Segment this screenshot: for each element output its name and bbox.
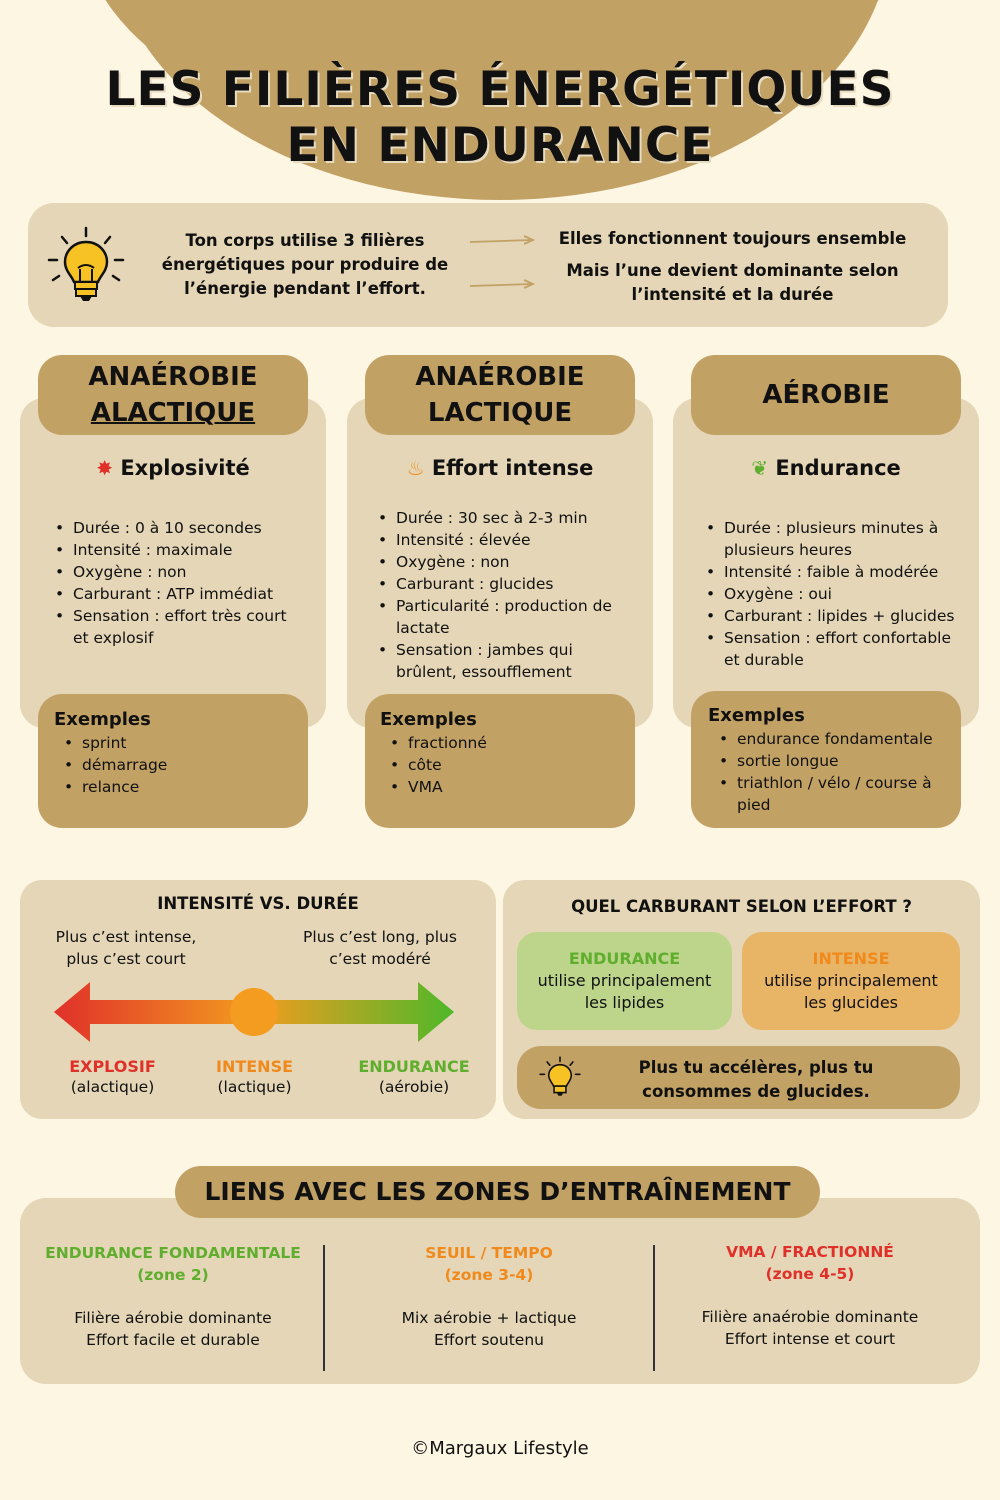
zone-desc-2: Effort soutenu bbox=[434, 1331, 544, 1349]
list-item: • Durée : 30 sec à 2-3 min bbox=[378, 507, 638, 529]
card-head-aerobie bbox=[691, 355, 961, 435]
leaf-icon: ❦ bbox=[751, 456, 768, 480]
card-head-line-1: AÉROBIE bbox=[762, 380, 890, 410]
examples-title: Exemples bbox=[54, 709, 151, 730]
list-item: • Intensité : faible à modérée bbox=[706, 561, 968, 583]
list-item: • sortie longue bbox=[719, 750, 951, 772]
card-head-line-2: ALACTIQUE bbox=[90, 398, 256, 428]
lightbulb-icon bbox=[538, 1055, 582, 1099]
fuel-box-endurance bbox=[517, 932, 732, 1030]
card-head-line-1: ANAÉROBIE bbox=[88, 362, 258, 392]
subtitle-text: Effort intense bbox=[431, 456, 594, 480]
zone-range: (zone 2) bbox=[137, 1266, 209, 1284]
fuel-title: QUEL CARBURANT SELON L’EFFORT ? bbox=[571, 897, 912, 916]
bullet-list-lactique bbox=[378, 507, 638, 683]
list-item: • Oxygène : non bbox=[55, 561, 305, 583]
examples-list-alactique bbox=[64, 732, 294, 798]
arrow-right-icon bbox=[468, 277, 538, 293]
zone-endurance bbox=[30, 1242, 316, 1351]
footer-credit: ©Margaux Lifestyle bbox=[411, 1438, 589, 1459]
label-intense bbox=[192, 1057, 317, 1098]
intro-note-1: Elles fonctionnent toujours ensemble bbox=[558, 229, 907, 248]
zone-name: SEUIL / TEMPO bbox=[425, 1244, 553, 1262]
zone-desc-1: Filière aérobie dominante bbox=[74, 1309, 272, 1327]
explosion-icon: ✸ bbox=[96, 456, 114, 480]
label-explosif bbox=[50, 1057, 175, 1098]
arrow-right-icon bbox=[468, 233, 538, 249]
title-line-1: LES FILIÈRES ÉNERGÉTIQUES bbox=[105, 62, 895, 117]
list-item: • Sensation : effort confortable et durable bbox=[706, 627, 968, 671]
intro-note-2: Mais l’une devient dominante selon l’intensité et la durée bbox=[566, 261, 899, 304]
zone-desc-1: Mix aérobie + lactique bbox=[401, 1309, 577, 1327]
fuel-text: utilise principalement les glucides bbox=[764, 971, 938, 1012]
zone-range: (zone 3-4) bbox=[444, 1266, 534, 1284]
label-name: EXPLOSIF bbox=[69, 1057, 156, 1076]
list-item: • Oxygène : oui bbox=[706, 583, 968, 605]
list-item: • Carburant : lipides + glucides bbox=[706, 605, 968, 627]
list-item: • Durée : plusieurs minutes à plusieurs heures bbox=[706, 517, 968, 561]
label-sub: (aérobie) bbox=[378, 1078, 450, 1096]
title-line-2: EN ENDURANCE bbox=[286, 118, 714, 173]
list-item: • côte bbox=[390, 754, 620, 776]
zone-seuil bbox=[338, 1242, 640, 1351]
list-item: • fractionné bbox=[390, 732, 620, 754]
card-subtitle-lactique bbox=[347, 456, 653, 480]
bullet-list-aerobie bbox=[706, 517, 968, 671]
label-name: ENDURANCE bbox=[358, 1057, 470, 1076]
list-item: • Sensation : effort très court et explosif bbox=[55, 605, 305, 649]
zone-desc-2: Effort intense et court bbox=[724, 1330, 896, 1348]
fuel-label: INTENSE bbox=[812, 949, 890, 968]
intensity-gradient-arrow bbox=[52, 978, 456, 1046]
list-item: • Carburant : glucides bbox=[378, 573, 638, 595]
zone-desc-2: Effort facile et durable bbox=[86, 1331, 260, 1349]
list-item: • Sensation : jambes qui brûlent, essoufflement bbox=[378, 639, 638, 683]
subtitle-text: Explosivité bbox=[120, 456, 250, 480]
examples-list-lactique bbox=[390, 732, 620, 798]
zone-divider bbox=[653, 1245, 655, 1371]
intro-text: Ton corps utilise 3 filières énergétiques pour produire de l’énergie pendant l’effort. bbox=[161, 231, 449, 298]
list-item: • démarrage bbox=[64, 754, 294, 776]
zones-title: LIENS AVEC LES ZONES D’ENTRAÎNEMENT bbox=[175, 1166, 820, 1218]
card-head-line-1: ANAÉROBIE bbox=[415, 362, 585, 392]
fuel-text: utilise principalement les lipides bbox=[537, 971, 712, 1012]
card-subtitle-alactique bbox=[20, 456, 326, 480]
list-item: • relance bbox=[64, 776, 294, 798]
fuel-label: ENDURANCE bbox=[568, 949, 681, 968]
intensity-note-right: Plus c’est long, plus c’est modéré bbox=[303, 928, 457, 968]
fire-icon: ♨ bbox=[406, 456, 425, 480]
list-item: • VMA bbox=[390, 776, 620, 798]
card-head-lactique bbox=[365, 355, 635, 435]
lightbulb-icon bbox=[45, 224, 127, 306]
list-item: • Durée : 0 à 10 secondes bbox=[55, 517, 305, 539]
list-item: • triathlon / vélo / course à pied bbox=[719, 772, 951, 816]
examples-title: Exemples bbox=[380, 709, 477, 730]
zone-desc-1: Filière anaérobie dominante bbox=[701, 1308, 919, 1326]
card-subtitle-aerobie bbox=[673, 456, 979, 480]
card-head-line-2: LACTIQUE bbox=[427, 398, 573, 428]
fuel-tip-text: Plus tu accélères, plus tu consommes de glucides. bbox=[638, 1058, 874, 1101]
card-head-alactique bbox=[38, 355, 308, 435]
subtitle-text: Endurance bbox=[775, 456, 901, 480]
intensity-title: INTENSITÉ VS. DURÉE bbox=[157, 894, 359, 913]
label-name: INTENSE bbox=[215, 1057, 294, 1076]
list-item: • Intensité : élevée bbox=[378, 529, 638, 551]
zone-range: (zone 4-5) bbox=[765, 1265, 855, 1283]
examples-list-aerobie bbox=[719, 728, 951, 816]
intensity-note-left: Plus c’est intense, plus c’est court bbox=[55, 928, 197, 968]
list-item: • endurance fondamentale bbox=[719, 728, 951, 750]
examples-title: Exemples bbox=[708, 705, 805, 726]
label-endurance bbox=[350, 1057, 478, 1098]
list-item: • Particularité : production de lactate bbox=[378, 595, 638, 639]
list-item: • Intensité : maximale bbox=[55, 539, 305, 561]
zone-name: VMA / FRACTIONNÉ bbox=[726, 1243, 894, 1261]
zone-vma bbox=[665, 1241, 955, 1350]
list-item: • Carburant : ATP immédiat bbox=[55, 583, 305, 605]
label-sub: (lactique) bbox=[217, 1078, 292, 1096]
list-item: • Oxygène : non bbox=[378, 551, 638, 573]
page-title bbox=[80, 62, 920, 174]
fuel-box-intense bbox=[742, 932, 960, 1030]
bullet-list-alactique bbox=[55, 517, 305, 649]
zone-divider bbox=[323, 1245, 325, 1371]
list-item: • sprint bbox=[64, 732, 294, 754]
zone-name: ENDURANCE FONDAMENTALE bbox=[45, 1244, 301, 1262]
label-sub: (alactique) bbox=[70, 1078, 155, 1096]
